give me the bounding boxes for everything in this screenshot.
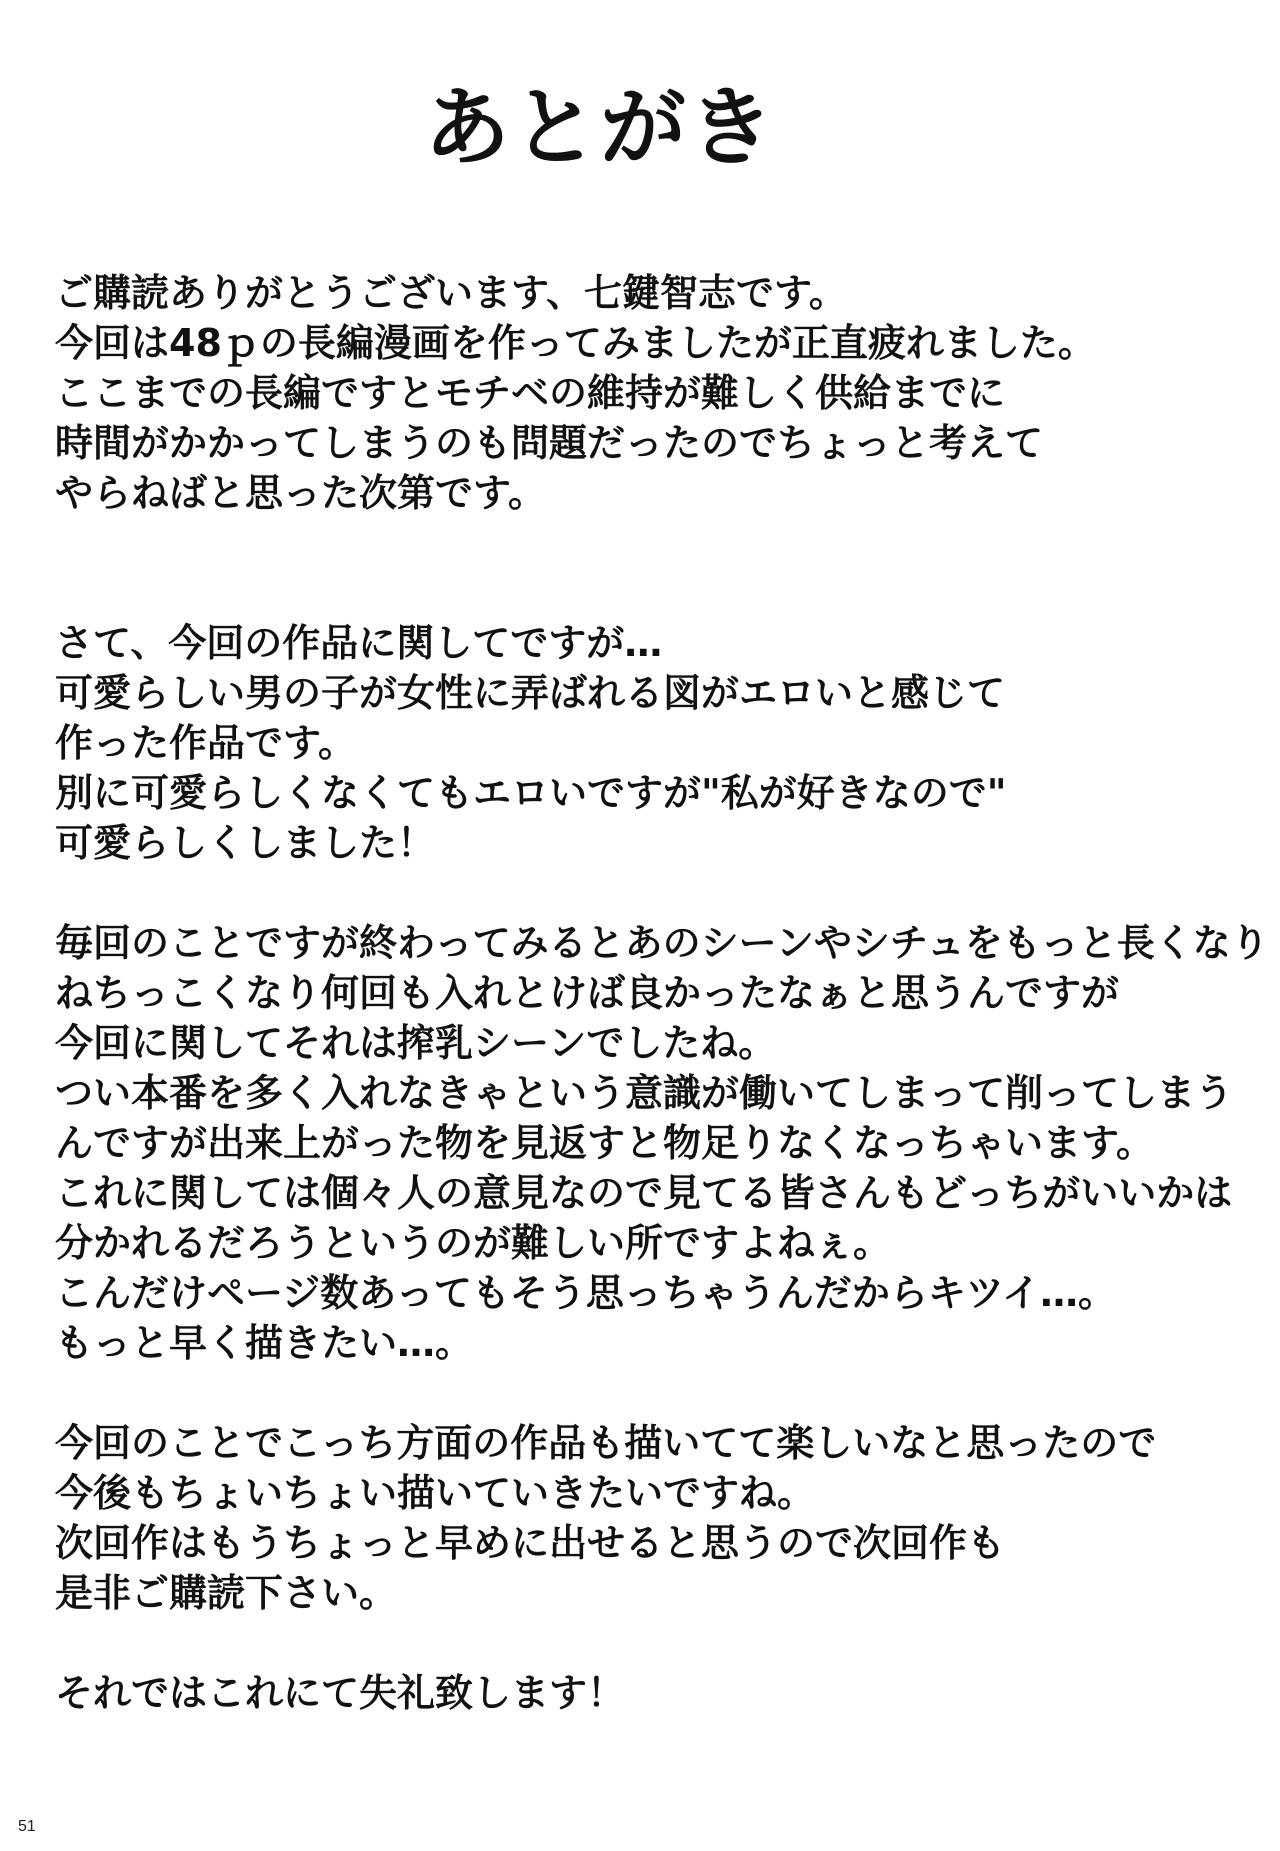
- afterword-body: [55, 268, 1269, 1718]
- page-title: あとがき: [424, 77, 776, 178]
- text-line: 分かれるだろうというのが難しい所ですよねぇ。: [55, 1221, 892, 1265]
- paragraph-about-work: [55, 618, 1235, 868]
- text-line: ご購読ありがとうございます、七鍵智志です。: [55, 271, 847, 315]
- text-line: 可愛らしくしました！: [55, 821, 436, 865]
- text-line: 今回に関してそれは搾乳シーンでしたね。: [55, 1021, 777, 1065]
- paragraph-greeting: [55, 268, 1235, 518]
- paragraph-closing: [55, 1668, 1235, 1718]
- text-line: 今回は48ｐの長編漫画を作ってみましたが正直疲れました。: [55, 321, 1096, 365]
- text-line: さて、今回の作品に関してですが…: [55, 621, 663, 665]
- text-line: 時間がかかってしまうのも問題だったのでちょっと考えて: [55, 421, 1044, 465]
- text-line: もっと早く描きたい…。: [55, 1321, 474, 1365]
- text-line: これに関しては個々人の意見なので見てる皆さんもどっちがいいかは: [55, 1171, 1233, 1215]
- page-number: 51: [18, 1818, 36, 1835]
- text-line: 次回作はもうちょっと早めに出せると思うので次回作も: [55, 1521, 1006, 1565]
- text-line: 是非ご購読下さい。: [55, 1571, 398, 1615]
- text-line: 今回のことでこっち方面の作品も描いてて楽しいなと思ったので: [55, 1421, 1157, 1465]
- text-line: やらねばと思った次第です。: [55, 471, 546, 515]
- text-line: 別に可愛らしくなくてもエロいですが"私が好きなので": [55, 771, 1007, 815]
- text-line: 可愛らしい男の子が女性に弄ばれる図がエロいと感じて: [55, 671, 1006, 715]
- text-line: んですが出来上がった物を見返すと物足りなくなっちゃいます。: [55, 1121, 1154, 1165]
- text-line: 毎回のことですが終わってみるとあのシーンやシチュをもっと長くなり: [55, 921, 1269, 965]
- text-line: ここまでの長編ですとモチベの維持が難しく供給までに: [55, 371, 1006, 415]
- text-line: それではこれにて失礼致します！: [55, 1671, 626, 1715]
- text-line: ねちっこくなり何回も入れとけば良かったなぁと思うんですが: [55, 971, 1120, 1015]
- text-line: 今後もちょいちょい描いていきたいですね。: [55, 1471, 816, 1515]
- paragraph-reflection: [55, 918, 1269, 1368]
- paragraph-next-work: [55, 1418, 1235, 1618]
- text-line: こんだけページ数あってもそう思っちゃうんだからキツイ…。: [55, 1271, 1116, 1315]
- text-line: 作った作品です。: [55, 721, 356, 765]
- text-line: つい本番を多く入れなきゃという意識が働いてしまって削ってしまう: [55, 1071, 1234, 1115]
